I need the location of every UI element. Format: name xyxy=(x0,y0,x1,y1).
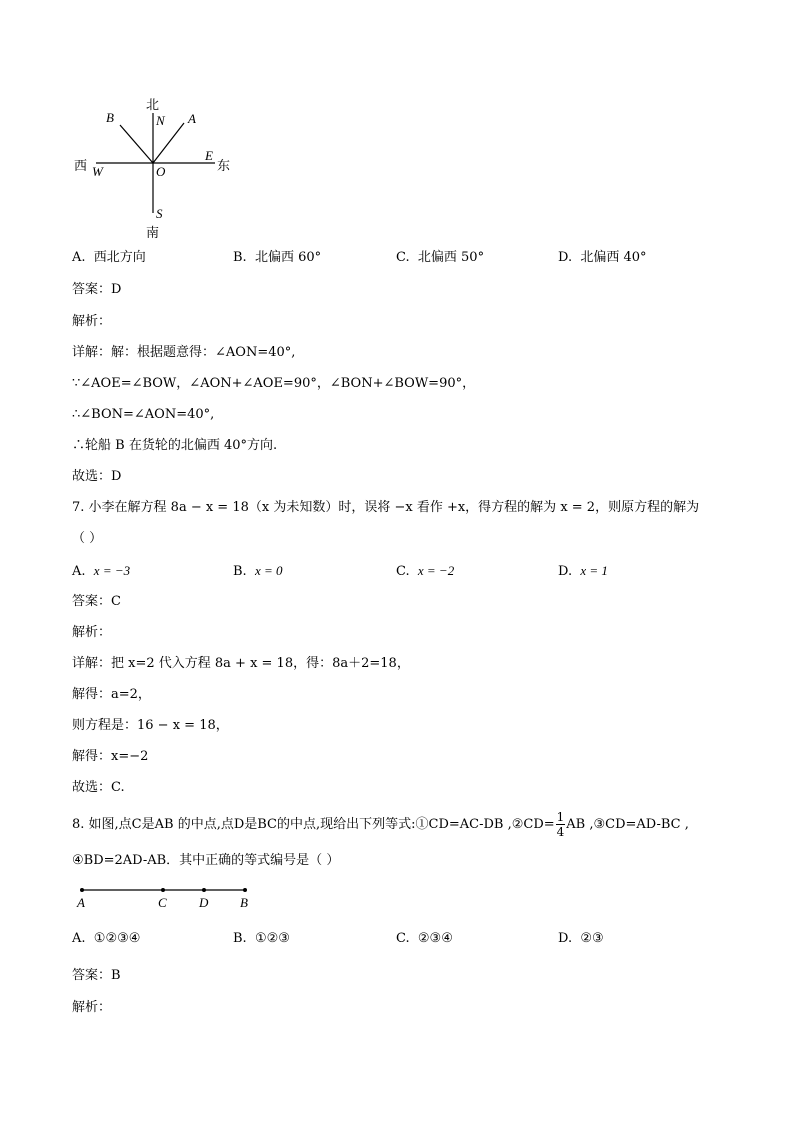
q6-detail-line-2: ∵∠AOE=∠BOW，∠AON+∠AOE=90°，∠BON+∠BOW=90°， xyxy=(72,376,476,391)
q7-option-d-letter: D. xyxy=(558,564,573,579)
q7-stem-line-1: 7. 小李在解方程 8a − x = 18（x 为未知数）时，误将 −x 看作 +x，得方程的解为 x = 2，则原方程的解为 xyxy=(72,500,700,515)
label-N: N xyxy=(156,113,165,128)
label-west: 西 xyxy=(74,158,88,173)
q7-option-a-text: x = −3 xyxy=(93,563,131,578)
q8-option-c-text: ②③④ xyxy=(417,931,453,946)
q6-option-d-text: 北偏西 40° xyxy=(580,250,647,265)
q8-answer: 答案：B xyxy=(72,968,121,983)
label-point-A: A xyxy=(77,895,85,910)
compass-figure xyxy=(70,95,245,245)
q6-option-b xyxy=(233,251,321,264)
label-O: O xyxy=(156,164,166,179)
q7-option-a-letter: A. xyxy=(72,564,86,579)
q7-analysis-label: 解析： xyxy=(72,625,112,640)
q7-stem-line-2: （ ） xyxy=(72,531,103,546)
q6-option-b-text: 北偏西 60° xyxy=(254,250,322,265)
label-E: E xyxy=(205,148,213,163)
q8-stem-part-2: AB ,③CD=AD-BC , xyxy=(566,817,689,832)
q7-detail-line-4: 解得：x=−2 xyxy=(72,749,149,764)
q8-analysis-label: 解析： xyxy=(72,1000,112,1015)
label-point-B: B xyxy=(240,895,248,910)
q7-option-b-text: x = 0 xyxy=(254,563,283,578)
label-S: S xyxy=(156,206,163,221)
q8-option-b xyxy=(233,932,290,945)
q8-option-d-letter: D. xyxy=(558,931,573,946)
q7-detail-line-1: 详解：把 x=2 代入方程 8a + x = 18，得：8a＋2=18， xyxy=(72,656,410,671)
label-B: B xyxy=(106,110,114,125)
q8-stem-part-1: 8. 如图,点C是AB 的中点,点D是BC的中点,现给出下列等式:①CD=AC-DB ,②CD= xyxy=(72,817,555,832)
q6-option-c xyxy=(396,251,484,264)
fraction-one-quarter xyxy=(556,811,566,838)
label-east: 东 xyxy=(217,158,231,173)
q6-option-b-letter: B. xyxy=(233,250,247,265)
q6-analysis-label: 解析： xyxy=(72,314,112,329)
q6-answer: 答案：D xyxy=(72,282,122,297)
q8-option-a-text: ①②③④ xyxy=(93,931,141,946)
q6-option-a-text: 西北方向 xyxy=(93,250,146,265)
q6-option-d-letter: D. xyxy=(558,250,573,265)
q7-option-a xyxy=(72,564,130,578)
q6-option-c-text: 北偏西 50° xyxy=(417,250,485,265)
q8-stem-line-1 xyxy=(72,808,689,842)
ray-OA xyxy=(153,123,184,163)
q6-choice: 故选：D xyxy=(72,469,122,484)
q7-detail-line-3: 则方程是：16 − x = 18， xyxy=(72,718,229,733)
fraction-denominator: 4 xyxy=(556,825,565,839)
q8-option-b-text: ①②③ xyxy=(254,931,290,946)
q8-option-d xyxy=(558,932,604,945)
q6-option-d xyxy=(558,251,647,264)
segment-figure xyxy=(72,880,262,914)
q8-option-c xyxy=(396,932,453,945)
q6-option-c-letter: C. xyxy=(396,250,410,265)
q8-stem-line-2: ④BD=2AD-AB．其中正确的等式编号是（ ） xyxy=(72,853,340,868)
q7-option-b xyxy=(233,564,283,578)
q7-option-d-text: x = 1 xyxy=(580,563,608,578)
point-A xyxy=(80,888,84,892)
q7-option-c-letter: C. xyxy=(396,564,410,579)
q8-option-b-letter: B. xyxy=(233,931,247,946)
label-point-D: D xyxy=(199,895,209,910)
q8-option-a-letter: A. xyxy=(72,931,86,946)
q7-choice: 故选：C. xyxy=(72,780,125,795)
label-A: A xyxy=(188,111,196,126)
q6-detail-line-4: ∴轮船 B 在货轮的北偏西 40°方向. xyxy=(72,438,278,453)
q8-option-a xyxy=(72,932,140,945)
fraction-numerator: 1 xyxy=(556,810,565,824)
label-W: W xyxy=(92,164,103,179)
q6-option-a-letter: A. xyxy=(72,250,86,265)
q7-option-d xyxy=(558,564,608,578)
point-B xyxy=(243,888,247,892)
q8-option-d-text: ②③ xyxy=(580,931,604,946)
label-north: 北 xyxy=(146,97,160,112)
ray-OB xyxy=(120,125,153,163)
q7-option-b-letter: B. xyxy=(233,564,247,579)
q7-option-c xyxy=(396,564,454,578)
q8-option-c-letter: C. xyxy=(396,931,410,946)
q6-detail-line-1: 详解：解：根据题意得：∠AON=40°, xyxy=(72,345,296,360)
q6-option-a xyxy=(72,251,146,264)
point-D xyxy=(202,888,206,892)
label-south: 南 xyxy=(146,225,160,240)
q7-option-c-text: x = −2 xyxy=(417,563,455,578)
q7-detail-line-2: 解得：a=2， xyxy=(72,687,151,702)
q7-answer: 答案：C xyxy=(72,594,121,609)
label-point-C: C xyxy=(158,895,167,910)
q6-detail-line-3: ∴∠BON=∠AON=40°, xyxy=(72,407,215,422)
point-C xyxy=(161,888,165,892)
